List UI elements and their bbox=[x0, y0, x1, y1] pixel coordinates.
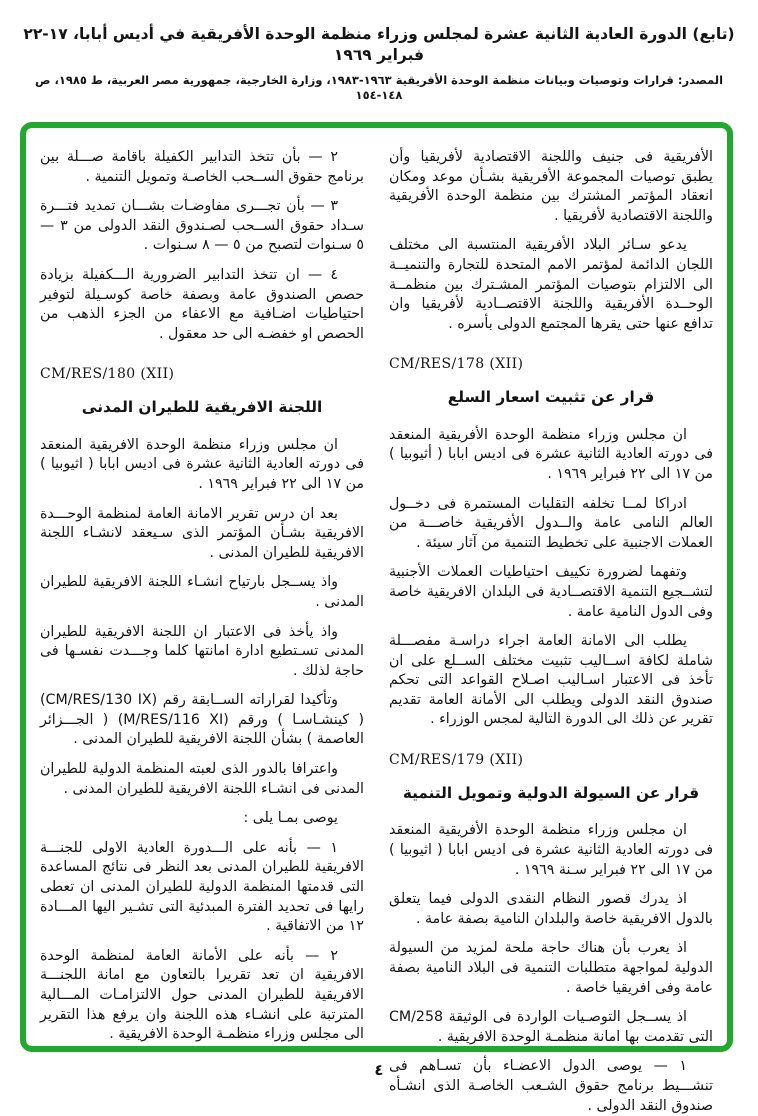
content-frame bbox=[20, 122, 733, 1114]
paragraph: ٢ — بأنه على الأمانة العامة لمنظمة الوحدة الافريقية ان تعد تقريرا بالتعاون مع امانة اللجنـــة الافريقية للطيران المدنى حول الالتزامـات المـــالية المترتبة على انشـاء هذه اللجنة وان يرفع هذا التقرير الى مجلس وزراء منظمـة الوحدة الافريقية . bbox=[40, 947, 364, 1043]
page-number: ٤ bbox=[374, 1061, 384, 1079]
column-left bbox=[40, 148, 365, 1043]
paragraph: ٤ — ان تتخذ التدابير الضرورية الـــكفيلة بزيادة حصص الصندوق عامة وبصفة خاصة كوسـيلة لتوفير احتياطيات اضـافية مع الاعفاء من الجزء الذهب من الحصص او خفضـه الى حد معقول . bbox=[40, 266, 364, 342]
paragraph: ٣ — بأن تجـــرى مفاوضـات بشـــان تمديد فتـــرة سـداد حقوق الســحب لصـندوق النقد الدولى من ٣ — ٥ سـنوات لتصبح من ٥ — ٨ سـنوات . bbox=[40, 198, 365, 254]
section-title: قرار عن السيولة الدولية وتمويل التنمية bbox=[402, 784, 700, 803]
resolution-ref: CM/RES/179 (XII) bbox=[389, 752, 524, 769]
page-header-source: المصدر: قرارات وتوصيات وبيانات منظمة الوحدة الأفريقية ١٩٦٣-١٩٨٣، وزارة الخارجية، جمهورية مصر العربية، ط ١٩٨٥، ص ١٤٨-١٥٤ bbox=[34, 72, 724, 102]
paragraph: الأفريقية فى جنيف واللجنة الاقتصادية لأفريقيا وأن يطبق توصيات المجموعة الأفريقية بشـأن موعد ومكان انعقاد المؤتمر المشترك بين منظمة الوحدة الأفريقية واللجنة الاقتصادية لأفريقيا . bbox=[389, 149, 713, 224]
resolution-ref: CM/RES/180 (XII) bbox=[40, 366, 175, 383]
paragraph: يدعو سـائر البلاد الأفريقية المنتسبة الى مختلف اللجان الدائمة لمؤتمر الامم المتحدة للتجارة والتنميــة الى الالتزام بتوصيات المؤتمر المشـترك بين منظمــة الوحــدة الأفريقية واللجنة الاقتصــادية لأفريقيا وان تدافع عنها حتى يقرها المجتمع الدولى بأسره . bbox=[389, 237, 713, 332]
section-title: اللجنة الافريقية للطيران المدنى bbox=[81, 398, 323, 417]
paragraph: ١ — يوصى الدول الاعضـاء بأن تسـاهم فى تنشـــيط برنامج حقوق الشـعب الخاصـة الذى انشـأه صندوق النقد الدولى . bbox=[389, 1058, 713, 1114]
paragraph: واذ يســجل بارتياح انشـاء اللجنة الافريقية للطيران المدنى . bbox=[40, 574, 364, 610]
paragraph: وتفهما لضرورة تكييف احتياطيات العملات الأجنبية لتشــجيع التنمية الاقتصــادية فى البلدان الافريقية خاصة وفى الدول النامية عامة . bbox=[389, 564, 713, 620]
section-title: قرار عن تثبيت اسعار السلع bbox=[447, 388, 655, 407]
paragraph: ادراكا لمــا تخلفه التقلبات المستمرة فى دخــول العالم النامى عامة والــدول الأفريقية خاصـــة من العملات الاجنبية على تخطيط التنمية من آثار سيئة . bbox=[389, 495, 713, 551]
paragraph: اذ يســجل التوصـيات الواردة فى الوثيقة CM/258 التى تقدمت بها امانة منظمـة الوحدة الافريقية . bbox=[389, 1009, 713, 1045]
paragraph: واعترافا بالدور الذى لعبته المنظمة الدولية للطيران المدنى فى انشـاء اللجنة الافريقية للطيران المدنى . bbox=[40, 761, 364, 797]
paragraph: واذ يأخذ فى الاعتبار ان اللجنة الافريقية للطيران المدنى تسـتطيع ادارة امانتها كلما وجـــدت نفسـها فى حاجة لذلك . bbox=[40, 623, 364, 679]
resolution-ref: CM/RES/178 (XII) bbox=[389, 356, 524, 373]
page-header-title: (تابع) الدورة العادية الثانية عشرة لمجلس وزراء منظمة الوحدة الأفريقية في أديس أبابا، ١٧-٢٢ فبراير ١٩٦٩ bbox=[23, 25, 735, 64]
paragraph: ٢ — بأن تتخذ التدابير الكفيلة باقامة صـــلة بين برنامج حقوق الســحب الخاصـة وتمويل التنمية . bbox=[40, 149, 364, 185]
page-header bbox=[0, 24, 758, 103]
paragraph: اذ يعرب بأن هناك حاجة ملحة لمزيد من السيولة الدولية لمواجهة متطلبات التنمية فى البلاد النامية بصفة عامة وفى افريقيا خاصة . bbox=[389, 940, 713, 996]
paragraph: بعد ان درس تقرير الامانة العامة لمنظمة الوحـــدة الافريقية بشـأن المؤتمر الذى سـيعقد لانشـاء اللجنة الافريقية للطيران المدنى . bbox=[40, 505, 364, 561]
paragraph: يوصى بمـا يلى : bbox=[243, 810, 338, 827]
paragraph: ١ — بأنه على الـــدورة العادية الاولى للجنـــة الافريقية للطيران المدنى بعد النظر فى نتائج المساعدة التى قدمتها المنظمة الدولية للطيران المدنى ان تعطى رايها فى تحديد الفترة المبدئية التى تشـير اليها المـــادة ١٢ من الاتفاقية . bbox=[40, 839, 364, 935]
paragraph: اذ يدرك قصور النظام النقدى الدولى فيما يتعلق بالدول الافريقية خاصة والبلدان النامية بصفة عامة . bbox=[389, 891, 713, 927]
paragraph: يطلب الى الامانة العامة اجراء دراسـة مفصـــلة شاملة لكافة اســاليب تثبيت مختلف الســلع على ان تأخذ فى الاعتبار اسـاليب اصـلاح القواعد التى تحكم صندوق النقد الدولى ويطلب الى الأمانة العامة تقديم تقرير عن ذلك الى الدورة التالية لمجس الوزراء . bbox=[389, 633, 713, 728]
column-right bbox=[389, 148, 713, 1114]
paragraph: ان مجلس وزراء منظمة الوحدة الأفريقية المنعقد فى دورته العادية الثانية عشرة فى اديس ابابا ( أثيوبيا ) من ١٧ الى ٢٢ فبراير ١٩٦٩ . bbox=[389, 426, 713, 482]
paragraph: ان مجلس وزراء منظمة الوحدة الأفريقية المنعقد فى دورته العادية الثانية عشرة فى اديس ابابا ( اثيوبيا ) من ١٧ الى ٢٢ فبراير سـنة ١٩٦٩ . bbox=[389, 822, 713, 878]
paragraph: ان مجلس وزراء منظمة الوحدة الافريقية المنعقد فى دورته العادية الثانية عشرة فى اديس ابابا ( اثيوبيا ) من ١٧ الى ٢٢ فبراير ١٩٦٩ . bbox=[40, 436, 364, 492]
paragraph: وتأكيدا لقراراته الســابقة رقم (CM/RES/130 IX) ( كينشـاسـا ) ورقم (M/RES/116 XI) ( الجـــزائر العاصمة ) بشأن اللجنة الافريقية للطيران المدنى . bbox=[40, 692, 365, 748]
